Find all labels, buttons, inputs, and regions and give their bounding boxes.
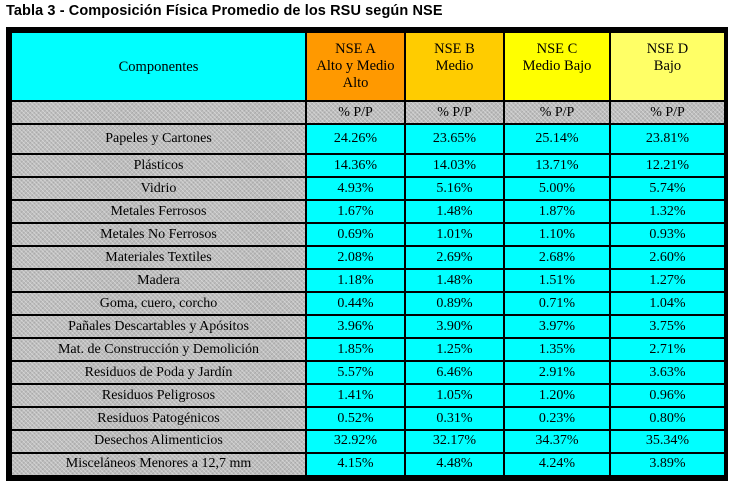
- nse-a-header: [307, 33, 404, 100]
- nse-c-subtitle: Medio Bajo: [522, 58, 592, 75]
- table-row: [12, 408, 724, 429]
- value-cell: 1.27%: [611, 270, 724, 291]
- component-label: Madera: [12, 270, 305, 291]
- value-cell: 14.03%: [406, 155, 503, 176]
- value-cell: 1.18%: [307, 270, 404, 291]
- table-row: [12, 224, 724, 245]
- nse-a-title: NSE A: [335, 41, 376, 58]
- nse-a-subtitle-2: Alto: [342, 75, 369, 92]
- nse-a-subtitle: Alto y Medio: [316, 58, 395, 75]
- value-cell: 1.41%: [307, 385, 404, 406]
- value-cell: 3.75%: [611, 316, 724, 337]
- value-cell: 1.67%: [307, 201, 404, 222]
- component-label: Papeles y Cartones: [12, 125, 305, 153]
- value-cell: 1.20%: [505, 385, 609, 406]
- value-cell: 3.97%: [505, 316, 609, 337]
- component-label: Desechos Alimenticios: [12, 431, 305, 452]
- value-cell: 1.04%: [611, 293, 724, 314]
- component-label: Mat. de Construcción y Demolición: [12, 339, 305, 360]
- value-cell: 5.74%: [611, 178, 724, 199]
- component-label: Metales Ferrosos: [12, 201, 305, 222]
- unit-row: [12, 102, 724, 123]
- component-label: Pañales Descartables y Apósitos: [12, 316, 305, 337]
- value-cell: 1.51%: [505, 270, 609, 291]
- value-cell: 2.69%: [406, 247, 503, 268]
- table-row: [12, 431, 724, 452]
- value-cell: 3.89%: [611, 454, 724, 475]
- value-cell: 2.71%: [611, 339, 724, 360]
- value-cell: 32.92%: [307, 431, 404, 452]
- unit-row-blank: [12, 102, 305, 123]
- table-row: [12, 362, 724, 383]
- value-cell: 1.87%: [505, 201, 609, 222]
- value-cell: 0.80%: [611, 408, 724, 429]
- value-cell: 4.24%: [505, 454, 609, 475]
- table-row: [12, 270, 724, 291]
- table-caption: Tabla 3 - Composición Física Promedio de los RSU según NSE: [6, 3, 443, 19]
- component-label: Vidrio: [12, 178, 305, 199]
- table-row: [12, 293, 724, 314]
- value-cell: 1.01%: [406, 224, 503, 245]
- table-row: [12, 125, 724, 153]
- table-row: [12, 247, 724, 268]
- value-cell: 23.81%: [611, 125, 724, 153]
- value-cell: 6.46%: [406, 362, 503, 383]
- value-cell: 3.90%: [406, 316, 503, 337]
- component-label: Materiales Textiles: [12, 247, 305, 268]
- value-cell: 1.25%: [406, 339, 503, 360]
- component-label: Misceláneos Menores a 12,7 mm: [12, 454, 305, 475]
- value-cell: 2.91%: [505, 362, 609, 383]
- value-cell: 14.36%: [307, 155, 404, 176]
- value-cell: 32.17%: [406, 431, 503, 452]
- componentes-header: Componentes: [12, 33, 305, 100]
- unit-cell: % P/P: [611, 102, 724, 123]
- value-cell: 1.10%: [505, 224, 609, 245]
- value-cell: 0.89%: [406, 293, 503, 314]
- component-label: Residuos Patogénicos: [12, 408, 305, 429]
- value-cell: 2.60%: [611, 247, 724, 268]
- table-row: [12, 385, 724, 406]
- value-cell: 0.52%: [307, 408, 404, 429]
- nse-d-subtitle: Bajo: [653, 58, 682, 75]
- value-cell: 0.96%: [611, 385, 724, 406]
- value-cell: 13.71%: [505, 155, 609, 176]
- table-row: [12, 454, 724, 475]
- nse-b-title: NSE B: [434, 41, 475, 58]
- value-cell: 24.26%: [307, 125, 404, 153]
- value-cell: 1.35%: [505, 339, 609, 360]
- value-cell: 2.68%: [505, 247, 609, 268]
- nse-d-title: NSE D: [646, 41, 689, 58]
- unit-cell: % P/P: [505, 102, 609, 123]
- table-frame: [6, 27, 728, 481]
- nse-d-header: [611, 33, 724, 100]
- nse-b-header: [406, 33, 503, 100]
- value-cell: 23.65%: [406, 125, 503, 153]
- component-label: Goma, cuero, corcho: [12, 293, 305, 314]
- value-cell: 0.93%: [611, 224, 724, 245]
- component-label: Residuos de Poda y Jardín: [12, 362, 305, 383]
- table-row: [12, 339, 724, 360]
- header-row: [12, 33, 724, 100]
- value-cell: 0.44%: [307, 293, 404, 314]
- value-cell: 35.34%: [611, 431, 724, 452]
- value-cell: 5.16%: [406, 178, 503, 199]
- value-cell: 5.57%: [307, 362, 404, 383]
- nse-c-header: [505, 33, 609, 100]
- component-label: Plásticos: [12, 155, 305, 176]
- value-cell: 4.15%: [307, 454, 404, 475]
- value-cell: 5.00%: [505, 178, 609, 199]
- value-cell: 0.69%: [307, 224, 404, 245]
- value-cell: 2.08%: [307, 247, 404, 268]
- table-row: [12, 178, 724, 199]
- component-label: Residuos Peligrosos: [12, 385, 305, 406]
- value-cell: 4.93%: [307, 178, 404, 199]
- value-cell: 0.31%: [406, 408, 503, 429]
- value-cell: 1.05%: [406, 385, 503, 406]
- value-cell: 3.96%: [307, 316, 404, 337]
- value-cell: 3.63%: [611, 362, 724, 383]
- value-cell: 1.48%: [406, 201, 503, 222]
- nse-b-subtitle: Medio: [435, 58, 474, 75]
- value-cell: 1.48%: [406, 270, 503, 291]
- value-cell: 0.71%: [505, 293, 609, 314]
- value-cell: 1.85%: [307, 339, 404, 360]
- composition-table: [10, 31, 726, 477]
- table-row: [12, 201, 724, 222]
- nse-c-title: NSE C: [536, 41, 578, 58]
- component-label: Metales No Ferrosos: [12, 224, 305, 245]
- table-row: [12, 316, 724, 337]
- table-row: [12, 155, 724, 176]
- value-cell: 12.21%: [611, 155, 724, 176]
- value-cell: 1.32%: [611, 201, 724, 222]
- value-cell: 25.14%: [505, 125, 609, 153]
- value-cell: 34.37%: [505, 431, 609, 452]
- value-cell: 0.23%: [505, 408, 609, 429]
- unit-cell: % P/P: [307, 102, 404, 123]
- unit-cell: % P/P: [406, 102, 503, 123]
- value-cell: 4.48%: [406, 454, 503, 475]
